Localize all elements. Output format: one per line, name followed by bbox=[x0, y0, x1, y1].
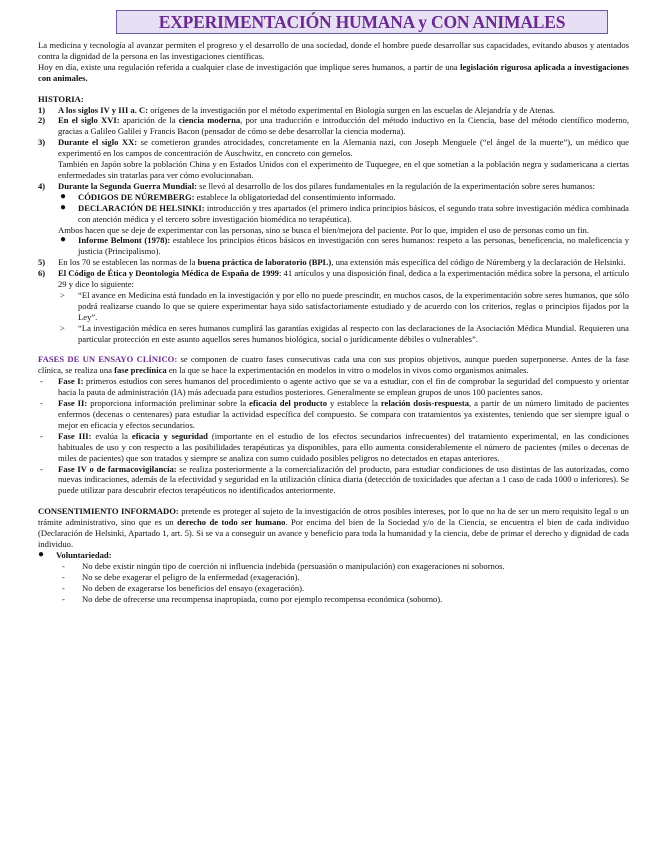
arrow-icon: > bbox=[60, 289, 65, 300]
intro-regulation: Hoy en día, existe una regulación referida a cualquier clase de investigación que implique seres humanos, a partir de una legislación rigurosa aplicada a investigaciones con animales. bbox=[38, 61, 629, 83]
intro-paragraph: La medicina y tecnología al avanzar permiten el progreso y el desarrollo de una sociedad, donde el hombre puede desarrollar sus capacidades, evitando abusos y atentados contra la dignidad de la persona en las investigaciones científicas. bbox=[38, 40, 629, 61]
fases-intro: FASES DE UN ENSAYO CLÍNICO: se componen de cuatro fases consecutivas cada una con sus propios objetivos, aunque pueden superponerse. Antes de la fase clínica, se realiza una fase preclínica en la que se hace la experimentación en modelos in vitro o modelos in vivos como organismos animales. bbox=[38, 354, 629, 376]
voluntariedad-item: - No debe de ofrecerse una recompensa inapropiada, como por ejemplo recompensa económica (soborno). bbox=[62, 593, 443, 604]
historia-item: 4) Durante la Segunda Guerra Mundial: se llevó al desarrollo de los dos pilares fundamentales en la regulación de la experimentación sobre seres humanos: bbox=[38, 180, 595, 191]
dash-icon: - bbox=[62, 560, 65, 571]
voluntariedad-item: - No debe existir ningún tipo de coerción ni influencia indebida (persuasión o manipulación) con exageraciones ni sobornos. bbox=[62, 560, 505, 571]
voluntariedad-item: - No deben de exagerarse los beneficios del ensayo (exageración). bbox=[62, 582, 305, 593]
fase-item: - Fase I: primeros estudios con seres humanos del procedimiento o agente activo que se va a estudiar, con el fin de comprobar la seguridad del compuesto y orientar hacia la pauta de administración (IA) más adecuada para estudios posteriores. Generalmente se emplean grupos de unos 100 pacientes sanos. bbox=[40, 376, 629, 398]
voluntariedad-item: - No se debe exagerar el peligro de la enfermedad (exageración). bbox=[62, 571, 300, 582]
historia-item: 2) En el siglo XVI: aparición de la ciencia moderna, por una traducción e introducción del método inductivo en la Ciencia, base del método científico moderno, gracias a Galileo Galilei y Francis Bacon (pensador de cómo se debe desarrollar la ciencia moderna). bbox=[38, 115, 629, 137]
dash-icon: - bbox=[62, 593, 65, 604]
dash-icon: - bbox=[40, 398, 43, 409]
document-page bbox=[0, 10, 655, 858]
belmont-item: ● Informe Belmont (1978): establece los principios éticos básicos en investigación con seres humanos: respeto a las personas, beneficencia, no maleficencia y justicia (Principalismo). bbox=[60, 234, 629, 257]
fase-item: - Fase III: evalúa la eficacia y seguridad (importante en el estudio de los efectos secundarios infrecuentes) del tratamiento experimental, en las condiciones habituales de uso y con respecto a las posibilidades terapéuticas ya disponibles, para ello aumenta considerablemente el número de pacientes (miles o decenas de miles de pacientes) que son tratados y siempre se analiza con sumo cuidado posibles peligros no detectados en etapas anteriores. bbox=[40, 430, 630, 463]
dash-icon: - bbox=[62, 571, 65, 582]
page-title: EXPERIMENTACIÓN HUMANA y CON ANIMALES bbox=[158, 11, 566, 32]
consentimiento-paragraph: CONSENTIMIENTO INFORMADO: pretende es proteger al sujeto de la investigación de otros posibles intereses, por lo que no ha de ser un mero requisito legal o un trámite administrativo, sino que es un derecho de todo ser humano. Por encima del bien de la Sociedad y/o de la Ciencia, se encuentra el bien de cada individuo (Declaración de Helsinki, Apartado 1, art. 5). Si se va a conseguir un avance y beneficio para toda la humanidad y la ciencia, debe de primar el derecho y dignidad de cada individuo. bbox=[38, 506, 629, 549]
pillar-item: ● DECLARACIÓN DE HELSINKI: introducción y tres apartados (el primero indica principios básicos, el segundo trata sobre investigación médica combinada con atención médica y el tercero sobre investigación biomédica no terapéutica). bbox=[60, 201, 629, 224]
pillar-item: ● CÓDIGOS DE NÚREMBERG: establece la obligatoriedad del consentimiento informado. bbox=[60, 190, 396, 202]
arrow-icon: > bbox=[60, 322, 65, 333]
historia-item: 5) En los 70 se establecen las normas de la buena práctica de laboratorio (BPL), una extensión más específica del código de Núremberg y la declaración de Helsinki. bbox=[38, 257, 626, 268]
article-quote: > “La investigación médica en seres humanos cumplirá las garantías exigidas al respecto con las declaraciones de la Asociación Médica Mundial. Requieren una particular protección en este asunto aquellos seres humanos biológica, social o jurídicamente débiles o vulnerables”. bbox=[60, 322, 629, 344]
voluntariedad-heading: ● Voluntariedad: bbox=[38, 548, 112, 560]
historia-item-extra: También en Japón sobre la población China y en Estados Unidos con el experimento de Tuquegee, en el que sometían a la población negra y sudamericana a ciertas enfermedades sin tratarlas para ver cómo evolucionaban. bbox=[58, 159, 629, 180]
article-quote: > “El avance en Medicina está fundado en la investigación y por ello no puede prescindir, en muchos casos, de la experimentación sobre seres humanos, que sólo podrá realizarse cuando lo que se quiere experimentar haya sido satisfactoriamente estudiado y de acuerdo con los criterios, reglas o principios fijados por la Ley”. bbox=[60, 289, 629, 322]
title-banner bbox=[116, 10, 608, 34]
pillars-note: Ambos hacen que se deje de experimentar con las personas, sino se busca el bien/mejora del paciente. Por lo que, impiden el uso de personas como un fin. bbox=[58, 224, 589, 235]
bullet-icon: ● bbox=[38, 548, 45, 560]
bullet-icon: ● bbox=[60, 234, 67, 246]
dash-icon: - bbox=[40, 463, 43, 474]
fase-item: - Fase II: proporciona información preliminar sobre la eficacia del producto y establece la relación dosis-respuesta, a partir de un número limitado de pacientes enfermos (decenas o centenares) para estudiar la actividad específica del compuesto. Se compara con tratamientos ya existentes, teniendo que ser siempre igual o mejor en eficacia y efectos secundarios. bbox=[40, 398, 629, 430]
dash-icon: - bbox=[40, 430, 43, 441]
historia-heading: HISTORIA: bbox=[38, 93, 84, 104]
dash-icon: - bbox=[62, 582, 65, 593]
historia-item: 1) A los siglos IV y III a. C: orígenes de la investigación por el método experimental en Biología surgen en las escuelas de Alejandría y de Atenas. bbox=[38, 104, 556, 115]
historia-item: 6) El Código de Ética y Deontología Médica de España de 1999: 41 artículos y una disposición final, dedica a la experimentación médica sobre la persona, el artículo 29 y dice lo siguiente: bbox=[38, 268, 629, 290]
dash-icon: - bbox=[40, 376, 43, 387]
fase-item: - Fase IV o de farmacovigilancia: se realiza posteriormente a la comercialización del producto, para estudiar condiciones de uso distintas de las autorizadas, como nuevas indicaciones, además de la efectividad y seguridad en la utilización clínica diaria (detección de toxicidades que afectan a 1 caso de cada 1000 o inferiores). Se puede utilizar para descubrir efectos terapéuticos no identificados anteriormente. bbox=[40, 463, 629, 496]
bullet-icon: ● bbox=[60, 190, 67, 202]
bullet-icon: ● bbox=[60, 201, 67, 213]
historia-item: 3) Durante el siglo XX: se cometieron grandes atrocidades, concretamente en la Alemania nazi, con Joseph Menguele (“el ángel de la muerte”), un médico que experimentó en los campos de concentración de Auschwitz, en concreto con gemelos. bbox=[38, 137, 629, 159]
